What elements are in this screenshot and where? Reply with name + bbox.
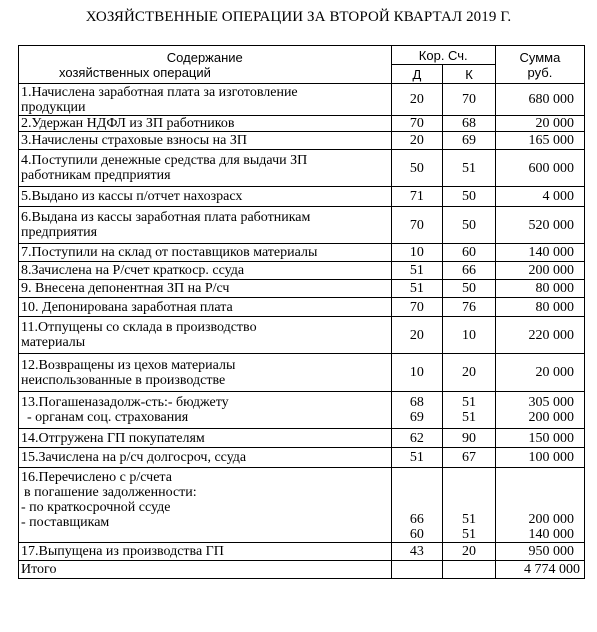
table-row	[19, 132, 585, 150]
row-credit: 51	[443, 150, 496, 187]
table-header-row-1	[19, 46, 585, 65]
row-debit: 51	[391, 280, 443, 298]
row-description: 6.Выдана из кассы заработная плата работникам предприятия	[19, 207, 392, 244]
table-row	[19, 448, 585, 468]
table-row	[19, 244, 585, 262]
table-row	[19, 354, 585, 392]
total-label: Итого	[19, 561, 392, 579]
row-sum: 100 000	[495, 448, 584, 468]
row-description: 11.Отпущены со склада в производство материалы	[19, 317, 392, 354]
row-credit: 51 51	[443, 392, 496, 429]
row-description: 9. Внесена депонентная ЗП на Р/сч	[19, 280, 392, 298]
row-sum: 200 000	[495, 262, 584, 280]
table-row	[19, 150, 585, 187]
row-description: 5.Выдано из кассы п/отчет нахозрасх	[19, 187, 392, 207]
row-description: 16.Перечислено с р/счета в погашение задолженности: - по краткосрочной ссуде - поставщикам	[19, 468, 392, 543]
row-credit: 20	[443, 354, 496, 392]
row-debit: 10	[391, 354, 443, 392]
operations-table	[18, 45, 585, 579]
table-row	[19, 468, 585, 543]
row-sum: 20 000	[495, 116, 584, 132]
row-credit: 76	[443, 298, 496, 317]
row-debit: 62	[391, 429, 443, 448]
total-credit-empty	[443, 561, 496, 579]
row-credit: 50	[443, 280, 496, 298]
row-description: 7.Поступили на склад от поставщиков материалы	[19, 244, 392, 262]
row-debit: 51	[391, 448, 443, 468]
row-description: 17.Выпущена из производства ГП	[19, 543, 392, 561]
row-credit: 60	[443, 244, 496, 262]
row-debit: 70	[391, 207, 443, 244]
table-row	[19, 543, 585, 561]
row-debit: 51	[391, 262, 443, 280]
table-row	[19, 298, 585, 317]
row-sum: 680 000	[495, 84, 584, 116]
row-description: 1.Начислена заработная плата за изготовление продукции	[19, 84, 392, 116]
table-row	[19, 392, 585, 429]
header-credit: К	[443, 65, 496, 84]
row-credit: 70	[443, 84, 496, 116]
row-sum: 80 000	[495, 280, 584, 298]
row-credit: 66	[443, 262, 496, 280]
row-sum: 305 000 200 000	[495, 392, 584, 429]
row-sum: 80 000	[495, 298, 584, 317]
row-debit: 43	[391, 543, 443, 561]
row-description: 4.Поступили денежные средства для выдачи ЗП работникам предприятия	[19, 150, 392, 187]
table-row	[19, 84, 585, 116]
row-credit: 10	[443, 317, 496, 354]
table-row	[19, 317, 585, 354]
row-debit: 50	[391, 150, 443, 187]
total-sum: 4 774 000	[495, 561, 584, 579]
row-debit: 66 60	[391, 468, 443, 543]
row-sum: 165 000	[495, 132, 584, 150]
row-description: 15.Зачислена на р/сч долгосроч, ссуда	[19, 448, 392, 468]
table-row	[19, 207, 585, 244]
row-description: 14.Отгружена ГП покупателям	[19, 429, 392, 448]
row-debit: 68 69	[391, 392, 443, 429]
total-debit-empty	[391, 561, 443, 579]
row-credit: 68	[443, 116, 496, 132]
row-debit: 71	[391, 187, 443, 207]
row-description: 10. Депонирована заработная плата	[19, 298, 392, 317]
table-row	[19, 429, 585, 448]
row-description: 13.Погашеназадолж-сть:- бюджету - органам соц. страхования	[19, 392, 392, 429]
row-sum: 20 000	[495, 354, 584, 392]
row-credit: 51 51	[443, 468, 496, 543]
row-debit: 70	[391, 116, 443, 132]
header-description: Содержание хозяйственных операций	[19, 46, 392, 84]
row-sum: 220 000	[495, 317, 584, 354]
row-sum: 140 000	[495, 244, 584, 262]
row-debit: 10	[391, 244, 443, 262]
row-debit: 20	[391, 84, 443, 116]
row-debit: 70	[391, 298, 443, 317]
header-debit: Д	[391, 65, 443, 84]
row-sum: 950 000	[495, 543, 584, 561]
row-sum: 4 000	[495, 187, 584, 207]
row-debit: 20	[391, 132, 443, 150]
table-row	[19, 187, 585, 207]
table-row	[19, 116, 585, 132]
row-sum: 200 000 140 000	[495, 468, 584, 543]
row-credit: 90	[443, 429, 496, 448]
row-description: 2.Удержан НДФЛ из ЗП работников	[19, 116, 392, 132]
page-title: ХОЗЯЙСТВЕННЫЕ ОПЕРАЦИИ ЗА ВТОРОЙ КВАРТАЛ 2019 Г.	[85, 9, 512, 25]
row-debit: 20	[391, 317, 443, 354]
table-row	[19, 280, 585, 298]
table-row	[19, 262, 585, 280]
row-description: 3.Начислены страховые взносы на ЗП	[19, 132, 392, 150]
total-row	[19, 561, 585, 579]
row-credit: 20	[443, 543, 496, 561]
row-credit: 50	[443, 187, 496, 207]
header-kor-sch: Кор. Сч.	[391, 46, 495, 65]
row-description: 12.Возвращены из цехов материалы неиспользованные в производстве	[19, 354, 392, 392]
row-sum: 600 000	[495, 150, 584, 187]
row-credit: 50	[443, 207, 496, 244]
row-sum: 520 000	[495, 207, 584, 244]
row-credit: 69	[443, 132, 496, 150]
row-credit: 67	[443, 448, 496, 468]
header-sum: Сумма руб.	[495, 46, 584, 84]
row-description: 8.Зачислена на Р/счет краткоср. ссуда	[19, 262, 392, 280]
row-sum: 150 000	[495, 429, 584, 448]
